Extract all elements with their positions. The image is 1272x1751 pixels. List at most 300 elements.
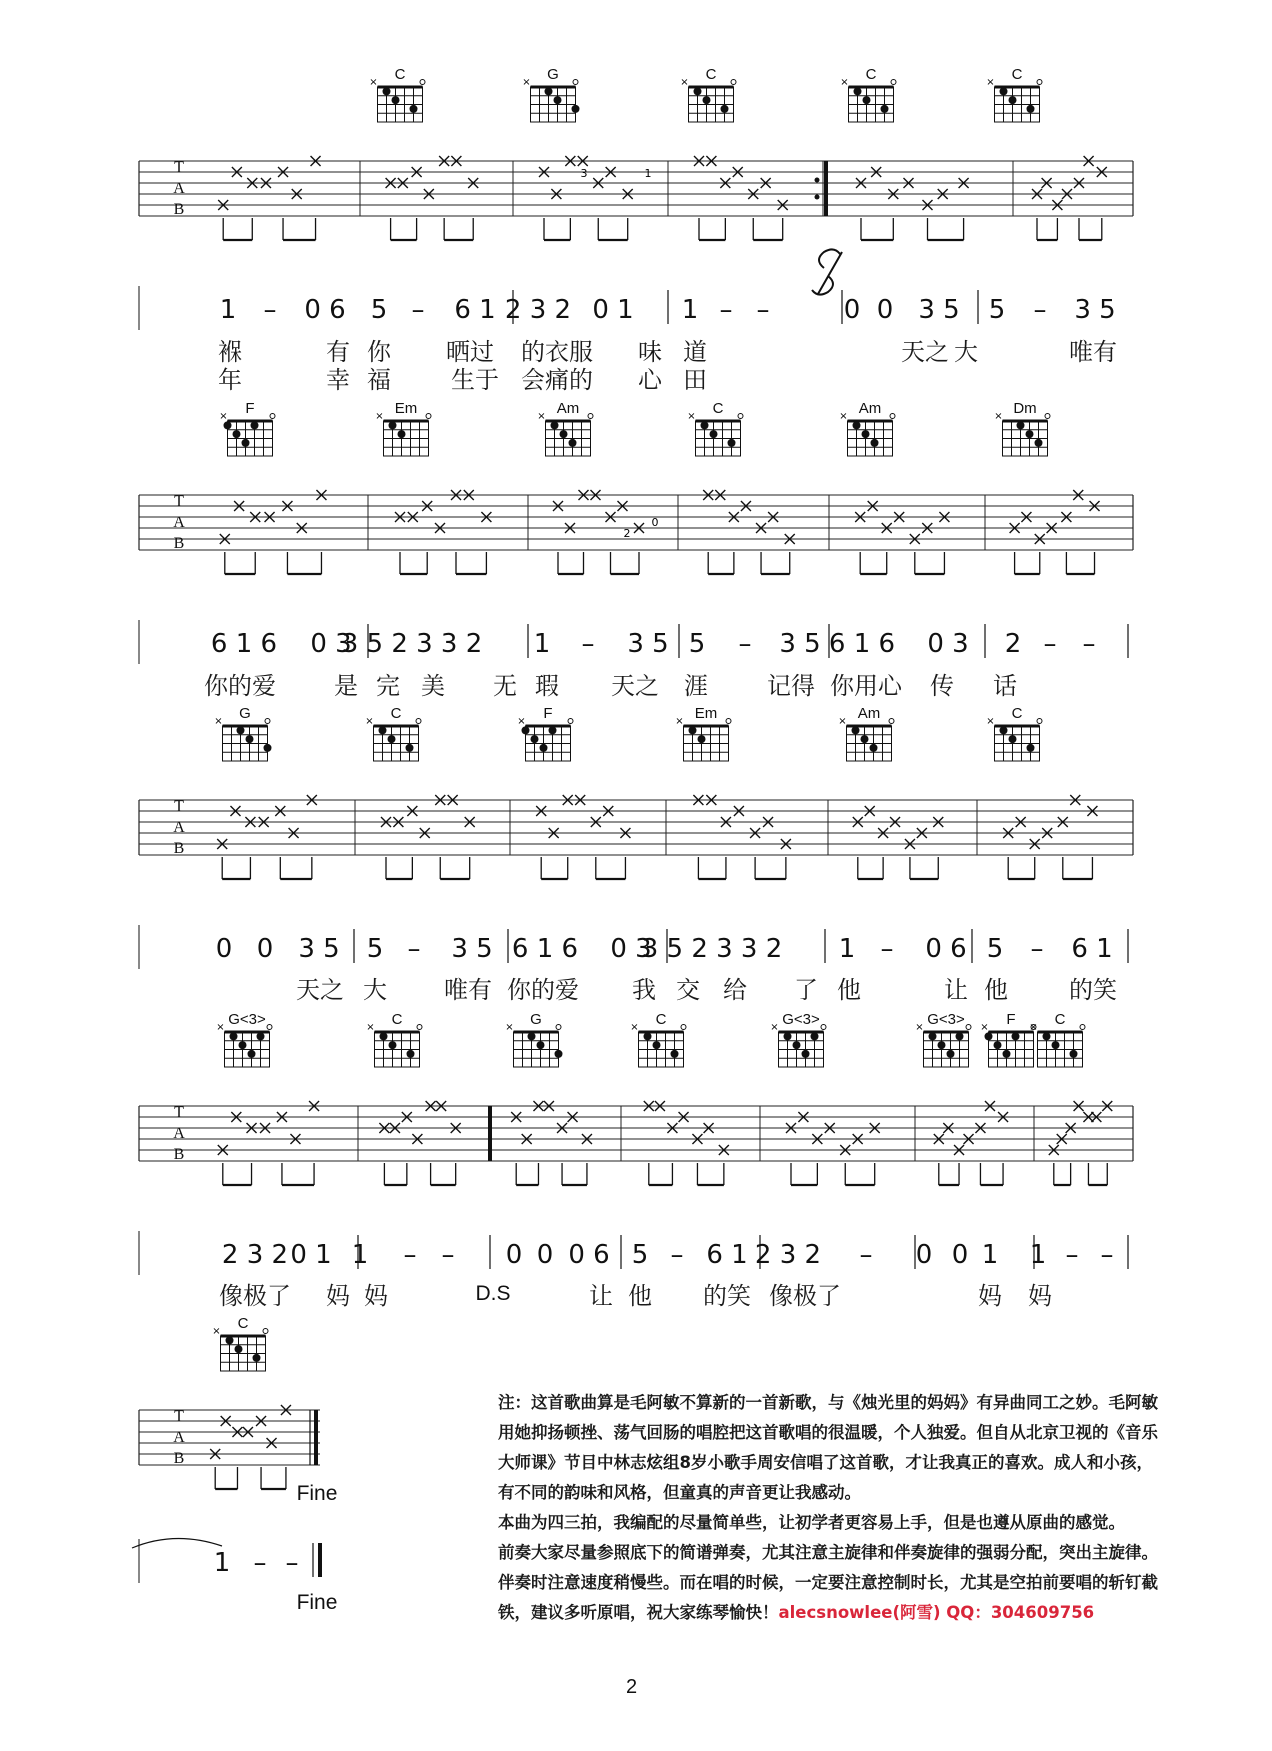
lyric: 味 [638, 338, 662, 366]
chord-diagram-2-3-open-string [588, 414, 593, 419]
chord-diagram-1-1-finger-dot [392, 96, 400, 104]
jianpu-note: – [1030, 934, 1044, 964]
chord-diagram-2-6-muted-string: × [994, 411, 1003, 422]
tab-letter-A: A [173, 1125, 185, 1142]
chord-diagram-2-5-name: Am [858, 400, 882, 417]
chord-diagram-2-6-open-string [1045, 414, 1050, 419]
jianpu-note: – [1065, 1240, 1079, 1270]
chord-diagram-1-4-finger-dot [854, 87, 862, 95]
lyric: 你的爱 [204, 672, 276, 700]
chord-diagram-1-3-muted-string: × [680, 77, 689, 88]
chord-diagram-1-1-muted-string: × [369, 77, 378, 88]
jianpu-note: 0 6 [304, 295, 346, 325]
chord-diagram-2-1-name: F [245, 400, 255, 417]
chord-diagram-1-4-name: C [865, 66, 877, 83]
chord-diagram-1-3-open-string [731, 80, 736, 85]
jianpu-note: – [670, 1240, 684, 1270]
jianpu-note: 5 [366, 934, 384, 964]
lyric: 让 [944, 976, 968, 1004]
chord-diagram-2-5-finger-dot [871, 439, 879, 447]
lyric-verse-2: 幸 [326, 366, 350, 394]
lyric: 大 [954, 338, 978, 366]
chord-diagram-1-5-finger-dot [1009, 96, 1017, 104]
jianpu-note: 3 5 2 3 3 2 [341, 629, 483, 659]
jianpu-note: – [756, 295, 770, 325]
lyric-verse-2: 田 [683, 366, 707, 394]
tab-measure [217, 795, 317, 879]
jianpu-note: – [738, 629, 752, 659]
chord-diagram-3-2-finger-dot [379, 726, 387, 734]
jianpu-note: 1 [219, 295, 237, 325]
lyric: 让 [589, 1282, 613, 1310]
segno-symbol [812, 249, 842, 294]
chord-diagram-5-1-muted-string: × [212, 1326, 221, 1337]
arrangement-notes [498, 1388, 1160, 1628]
lyric: 美 [421, 672, 445, 700]
jianpu-note: 3 5 [451, 934, 493, 964]
lyric: 了 [794, 976, 818, 1004]
chord-diagram-3-1-finger-dot [246, 735, 254, 743]
chord-diagram-4-3-open-string [556, 1025, 561, 1030]
lyric-verse-2: 福 [367, 366, 391, 394]
lyric: 天之 [901, 338, 949, 366]
system-2 [139, 490, 1133, 700]
chord-diagram-2-5-finger-dot [862, 430, 870, 438]
chord-diagram-3-4-muted-string: × [675, 716, 684, 727]
tab-measure [381, 795, 475, 879]
chord-diagram-3-2-open-string [416, 719, 421, 724]
lyric: 话 [993, 672, 1017, 700]
chord-diagram-2-3-name: Am [556, 400, 580, 417]
lyric: 传 [930, 672, 954, 700]
chord-diagram-4-5-finger-dot [811, 1032, 819, 1040]
jianpu-note: 5 [688, 629, 706, 659]
lyric: 完 [376, 672, 400, 700]
chord-diagram-4-5 [770, 1011, 826, 1067]
chord-diagram-3-4 [675, 705, 731, 761]
chord-diagram-3-3-finger-dot [531, 735, 539, 743]
tab-measure [395, 490, 491, 574]
chord-diagram-4-8 [1029, 1011, 1085, 1067]
chord-diagram-3-3-finger-dot [540, 744, 548, 752]
tab-measure [693, 795, 790, 879]
lyric: 道 [683, 338, 707, 366]
chord-diagram-2-1 [219, 400, 275, 456]
jianpu-note: – [407, 934, 421, 964]
chord-diagram-1-2-finger-dot [554, 96, 562, 104]
tab-measure [1032, 156, 1107, 240]
chord-diagram-3-3 [517, 705, 573, 761]
chord-diagram-4-8-finger-dot [1070, 1050, 1078, 1058]
note-paragraph-1: 注：这首歌曲算是毛阿敏不算新的一首新歌，与《烛光里的妈妈》有异曲同工之妙。毛阿敏用她抑扬顿挫、荡气回肠的唱腔把这首歌唱的很温暖，个人独爱。但自从北京卫视的《音乐大师课》节目中林志炫组8岁小歌手周安信唱了这首歌，才让我真正的喜欢。成人和小孩，有不同的韵味和风格，但童真的声音更让我感动。 [498, 1393, 1158, 1502]
repeat-dot [815, 178, 820, 183]
chord-diagram-3-3-finger-dot [549, 726, 557, 734]
jianpu-note: 6 1 [1071, 934, 1113, 964]
note-paragraph-3 [498, 1538, 1160, 1628]
chord-diagram-5-1-finger-dot [235, 1345, 243, 1353]
chord-diagram-3-4-finger-dot [689, 726, 697, 734]
fret-number: 1 [644, 167, 652, 180]
jianpu-note: – [441, 1240, 455, 1270]
jianpu-note: 5 [988, 295, 1006, 325]
chord-diagram-1-2-finger-dot [572, 105, 580, 113]
chord-diagram-3-6-finger-dot [1000, 726, 1008, 734]
chord-diagram-2-1-finger-dot [233, 430, 241, 438]
jianpu-note: 6 1 6 [828, 629, 896, 659]
system-3 [139, 795, 1133, 1004]
jianpu-note: 0 [951, 1240, 969, 1270]
tab-measure [511, 1101, 592, 1185]
chord-diagram-4-3-name: G [530, 1011, 542, 1028]
chord-diagram-4-7-finger-dot [994, 1041, 1002, 1049]
chord-diagram-3-6 [986, 705, 1042, 761]
tab-measure [644, 1101, 729, 1185]
chord-diagram-4-3 [505, 1011, 562, 1067]
chord-diagram-4-5-finger-dot [802, 1050, 810, 1058]
chord-diagram-1-2-finger-dot [545, 87, 553, 95]
chord-diagram-2-6-finger-dot [1035, 439, 1043, 447]
jianpu-line [139, 1231, 1128, 1275]
chord-diagram-4-5-name: G<3> [782, 1011, 820, 1028]
chord-diagram-4-1-finger-dot [230, 1032, 238, 1040]
chord-diagram-3-1-finger-dot [264, 744, 272, 752]
lyric: 的衣服 [521, 338, 593, 366]
chord-diagram-4-1-finger-dot [239, 1041, 247, 1049]
jianpu-note: 1 [351, 1240, 369, 1270]
chord-diagram-2-1-finger-dot [224, 421, 232, 429]
fret-number: 3 [580, 167, 588, 180]
chord-diagram-2-3-finger-dot [569, 439, 577, 447]
chord-diagram-4-4 [630, 1011, 686, 1067]
lyric: 妈 [978, 1282, 1002, 1310]
tab-measure [220, 490, 327, 574]
lyric: 褓 [218, 338, 242, 366]
chord-diagram-2-3-finger-dot [551, 421, 559, 429]
chord-diagram-4-4-finger-dot [644, 1032, 652, 1040]
chord-diagram-3-1-open-string [265, 719, 270, 724]
jianpu-note: 0 [536, 1240, 554, 1270]
chord-diagram-2-5-muted-string: × [839, 411, 848, 422]
page-number: 2 [626, 1676, 638, 1698]
chord-diagram-2-3-muted-string: × [537, 411, 546, 422]
fret-number: 0 [651, 516, 659, 529]
jianpu-note: – [1043, 629, 1057, 659]
jianpu-note: 2 3 2 [754, 1240, 822, 1270]
chord-diagram-1-4-finger-dot [881, 105, 889, 113]
jianpu-note: 3 5 [1074, 295, 1116, 325]
lyric: 你 [367, 338, 391, 366]
jianpu-note: 0 1 [290, 1240, 332, 1270]
chord-diagram-3-5-name: Am [857, 705, 881, 722]
chord-diagram-2-4-muted-string: × [687, 411, 696, 422]
chord-diagram-4-3-finger-dot [537, 1041, 545, 1049]
chord-diagram-2-3 [537, 400, 593, 456]
chord-diagram-3-6-finger-dot [1027, 744, 1035, 752]
chord-diagram-1-3-finger-dot [694, 87, 702, 95]
lyric-verse-2: 生于 [451, 366, 499, 394]
chord-diagram-2-4-finger-dot [710, 430, 718, 438]
jianpu-note: 0 [843, 295, 861, 325]
tab-staff [139, 1405, 320, 1489]
chord-diagram-1-1-finger-dot [410, 105, 418, 113]
chord-diagram-1-2-name: G [547, 66, 559, 83]
jianpu-note: – [403, 1240, 417, 1270]
chord-diagram-2-4-finger-dot [728, 439, 736, 447]
chord-diagram-2-1-open-string [270, 414, 275, 419]
tab-letter-B: B [173, 840, 185, 857]
lyric: 像极了 [769, 1282, 841, 1310]
chord-diagram-2-4-name: C [712, 400, 724, 417]
lyric: 交 [676, 976, 700, 1004]
jianpu-note: – [719, 295, 733, 325]
jianpu-line [139, 286, 1116, 330]
lyric: 无 [493, 672, 517, 700]
chord-diagram-5-1-finger-dot [253, 1354, 261, 1362]
lyric: 像极了 [219, 1282, 291, 1310]
tab-letter-A: A [173, 180, 185, 197]
chord-diagram-2-4-open-string [738, 414, 743, 419]
chord-diagram-4-7-finger-dot [1012, 1032, 1020, 1040]
jianpu-note: 5 [370, 295, 388, 325]
jianpu-note: 1 [981, 1240, 999, 1270]
jianpu-note: 0 3 [927, 629, 969, 659]
chord-diagram-2-6-finger-dot [1026, 430, 1034, 438]
jianpu-note: 0 1 [592, 295, 634, 325]
chord-diagram-4-2-muted-string: × [366, 1022, 375, 1033]
tab-staff [139, 795, 1133, 879]
tab-staff [139, 1101, 1133, 1185]
tab-measure [218, 156, 320, 240]
chord-diagram-3-5-muted-string: × [838, 716, 847, 727]
jianpu-note: 3 5 [298, 934, 340, 964]
jianpu-note: 0 3 [610, 934, 652, 964]
tab-measure [386, 156, 479, 240]
jianpu-note: – [263, 295, 277, 325]
chord-diagram-1-1-open-string [420, 80, 425, 85]
jianpu-note: 5 [986, 934, 1004, 964]
tab-letter-B: B [173, 1146, 185, 1163]
fine-label: Fine [296, 1482, 338, 1505]
tab-measure [1049, 1101, 1112, 1185]
jianpu-note: 1 [533, 629, 551, 659]
chord-diagram-1-5-muted-string: × [986, 77, 995, 88]
chord-diagram-1-3-finger-dot [721, 105, 729, 113]
jianpu-note: 1 [1029, 1240, 1047, 1270]
chord-diagram-4-2-open-string [417, 1025, 422, 1030]
chord-diagram-2-2-finger-dot [398, 430, 406, 438]
chord-diagram-2-5 [839, 400, 895, 456]
jianpu-note: 6 1 6 [210, 629, 278, 659]
chord-diagram-4-1-finger-dot [248, 1050, 256, 1058]
chord-diagram-3-5-finger-dot [852, 726, 860, 734]
chord-diagram-3-3-name: F [543, 705, 553, 722]
chord-diagram-1-1-finger-dot [383, 87, 391, 95]
lyric: 大 [363, 976, 387, 1004]
chord-diagram-3-5 [838, 705, 894, 761]
ds-label: D.S [475, 1282, 511, 1305]
chord-diagram-2-1-finger-dot [251, 421, 259, 429]
chord-diagram-4-7-name: F [1006, 1011, 1016, 1028]
chord-diagram-4-4-open-string [681, 1025, 686, 1030]
tab-letter-T: T [174, 1104, 184, 1121]
chord-diagram-4-8-finger-dot [1043, 1032, 1051, 1040]
chord-diagram-1-5-finger-dot [1027, 105, 1035, 113]
fret-number: 2 [623, 527, 631, 540]
jianpu-note: 0 [915, 1240, 933, 1270]
tab-letter-T: T [174, 159, 184, 176]
chord-diagram-1-5-open-string [1037, 80, 1042, 85]
jianpu-note: 2 3 2 [504, 295, 572, 325]
chord-diagram-3-3-open-string [568, 719, 573, 724]
tab-staff [139, 490, 1133, 574]
chord-diagram-4-3-muted-string: × [505, 1022, 514, 1033]
tab-measure [786, 1112, 880, 1185]
chord-diagram-3-2-finger-dot [388, 735, 396, 743]
jianpu-note: 1 [213, 1548, 231, 1578]
chord-diagram-3-1 [214, 705, 271, 761]
system-5 [132, 1405, 337, 1614]
chord-diagram-5-1-finger-dot [226, 1336, 234, 1344]
chord-diagram-3-1-finger-dot [237, 726, 245, 734]
jianpu-note: – [1082, 629, 1096, 659]
jianpu-note: – [285, 1548, 299, 1578]
jianpu-note: 6 1 [706, 1240, 748, 1270]
note-paragraph-3-text: 前奏大家尽量参照底下的简谱弹奏，尤其注意主旋律和伴奏旋律的强弱分配，突出主旋律。伴奏时注意速度稍慢些。而在唱的时候，一定要注意控制时长，尤其是空拍前要唱的斩钉截铁，建议多听原唱，祝大家练琴愉快！ [498, 1543, 1158, 1622]
lyric: 的笑 [1069, 976, 1117, 1004]
lyric: 妈 [1028, 1282, 1052, 1310]
chord-diagram-2-5-finger-dot [853, 421, 861, 429]
chord-diagram-4-4-finger-dot [653, 1041, 661, 1049]
jianpu-note: – [1100, 1240, 1114, 1270]
lyric: 妈 [326, 1282, 350, 1310]
lyric-verse-2: 会痛的 [521, 366, 593, 394]
chord-diagram-1-5-finger-dot [1000, 87, 1008, 95]
jianpu-note: – [253, 1548, 267, 1578]
lyric: 我 [632, 976, 656, 1004]
chord-diagram-4-6-finger-dot [947, 1050, 955, 1058]
chord-diagram-4-2-name: C [391, 1011, 403, 1028]
chord-diagram-4-6-finger-dot [956, 1032, 964, 1040]
chord-diagram-4-1-name: G<3> [228, 1011, 266, 1028]
chord-diagram-4-3-finger-dot [555, 1050, 563, 1058]
jianpu-note: – [880, 934, 894, 964]
tab-measure [1003, 795, 1097, 879]
chord-diagram-4-7-muted-string: × [980, 1022, 989, 1033]
chord-diagram-4-5-finger-dot [784, 1032, 792, 1040]
jianpu-note: 0 [876, 295, 894, 325]
chord-diagram-2-4 [687, 400, 743, 456]
system-1 [139, 156, 1133, 394]
lyric: 有 [326, 338, 350, 366]
lyric: 是 [334, 672, 358, 700]
chord-diagram-5-1-open-string [263, 1329, 268, 1334]
chord-diagram-2-2 [375, 400, 431, 456]
chord-diagram-4-6-name: G<3> [927, 1011, 965, 1028]
jianpu-note: 5 [631, 1240, 649, 1270]
lyric: 晒过 [446, 338, 494, 366]
lyric: 他 [984, 976, 1008, 1004]
jianpu-note: 0 3 [310, 629, 352, 659]
chord-diagram-1-4 [840, 66, 896, 122]
tab-measure [536, 795, 630, 879]
jianpu-note: 0 [215, 934, 233, 964]
chord-diagram-4-1-open-string [267, 1025, 272, 1030]
chord-diagram-1-1-name: C [394, 66, 406, 83]
lyric: 记得 [767, 672, 815, 700]
chord-diagram-3-3-muted-string: × [517, 716, 526, 727]
tab-letter-A: A [173, 819, 185, 836]
jianpu-note: 6 1 6 [511, 934, 579, 964]
chord-diagram-1-3-name: C [705, 66, 717, 83]
chord-diagram-1-2-open-string [573, 80, 578, 85]
tab-letter-T: T [174, 493, 184, 510]
chord-diagram-4-5-open-string [821, 1025, 826, 1030]
lyric-verse-2: 心 [638, 366, 662, 394]
chord-diagram-4-4-finger-dot [671, 1050, 679, 1058]
chord-diagram-3-4-open-string [726, 719, 731, 724]
chord-diagram-2-1-finger-dot [242, 439, 250, 447]
tab-measure [210, 1405, 291, 1489]
tab-measure [1010, 490, 1100, 574]
chord-diagram-1-4-open-string [891, 80, 896, 85]
jianpu-note: 0 6 [568, 1240, 610, 1270]
lyric: 给 [723, 976, 747, 1004]
chord-diagram-4-6 [915, 1011, 971, 1067]
jianpu-note: 2 [1004, 629, 1022, 659]
chord-diagram-3-2-finger-dot [406, 744, 414, 752]
tab-letter-T: T [174, 798, 184, 815]
chord-diagram-4-8-finger-dot [1052, 1041, 1060, 1049]
tab-measure [856, 167, 969, 240]
tab-measure [218, 1101, 319, 1185]
chord-diagram-1-2 [522, 66, 579, 122]
tab-letter-B: B [173, 535, 185, 552]
chord-diagram-2-5-open-string [890, 414, 895, 419]
chord-diagram-1-3 [680, 66, 736, 122]
jianpu-note: 1 [838, 934, 856, 964]
lyric: 妈 [364, 1282, 388, 1310]
jianpu-note: 6 1 [454, 295, 496, 325]
chord-diagram-4-4-muted-string: × [630, 1022, 639, 1033]
jianpu-note: 2 3 2 [221, 1240, 289, 1270]
jianpu-note: – [411, 295, 425, 325]
chord-diagram-2-2-finger-dot [389, 421, 397, 429]
chord-diagram-3-4-finger-dot [698, 735, 706, 743]
chord-diagram-3-3-finger-dot [522, 726, 530, 734]
tab-measure [703, 490, 795, 574]
jianpu-note: – [581, 629, 595, 659]
chord-diagram-1-2-muted-string: × [522, 77, 531, 88]
chord-diagram-2-6-name: Dm [1013, 400, 1037, 417]
jianpu-note: 0 [505, 1240, 523, 1270]
lyric: 他 [837, 976, 861, 1004]
chord-diagram-4-6-muted-string: × [915, 1022, 924, 1033]
lyric: 唯有 [1069, 338, 1117, 366]
chord-diagram-1-5 [986, 66, 1042, 122]
jianpu-note: 3 5 [779, 629, 821, 659]
chord-diagram-4-8-muted-string: × [1029, 1022, 1038, 1033]
chord-diagram-4-6-open-string [966, 1025, 971, 1030]
jianpu-note: 0 6 [925, 934, 967, 964]
chord-diagram-4-2-finger-dot [407, 1050, 415, 1058]
lyric: 你用心 [830, 672, 902, 700]
chord-diagram-4-6-finger-dot [929, 1032, 937, 1040]
lyric: 他 [628, 1282, 652, 1310]
lyric: 天之 [611, 672, 659, 700]
chord-diagram-4-7-finger-dot [985, 1032, 993, 1040]
chord-diagram-3-1-name: G [239, 705, 251, 722]
lyric: 涯 [684, 672, 708, 700]
